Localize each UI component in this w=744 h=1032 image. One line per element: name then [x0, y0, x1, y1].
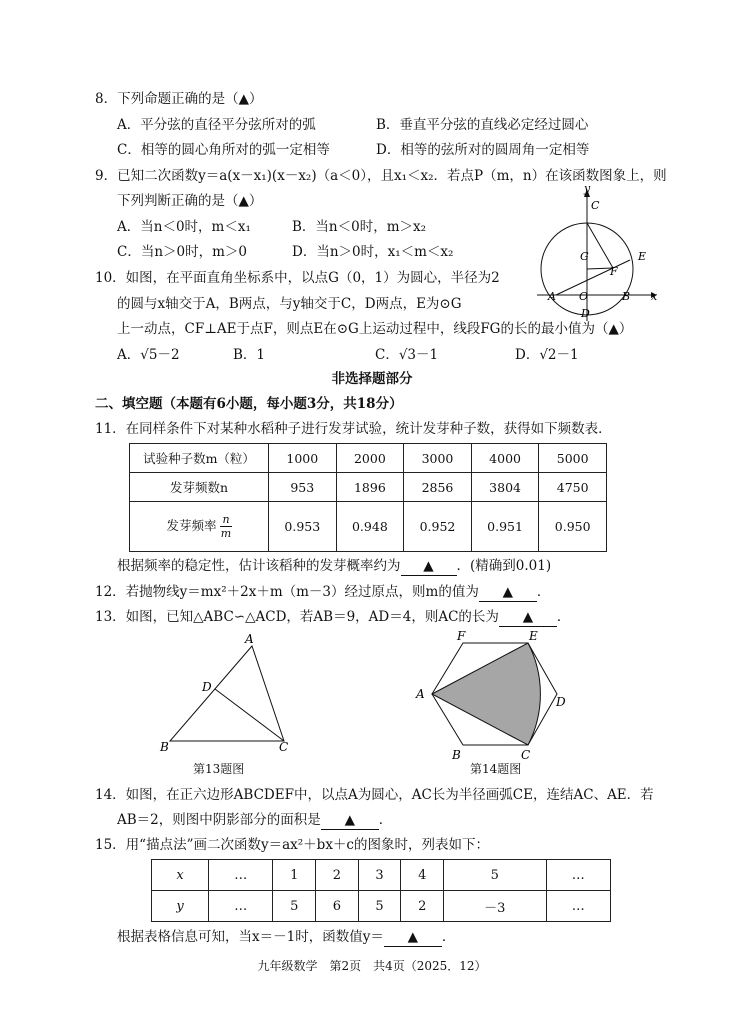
q11-followup-end: ．(精确到0.01)	[456, 558, 552, 574]
q13-label-a: A	[245, 632, 254, 646]
q11-followup	[117, 557, 551, 576]
q10-label-g: G	[580, 250, 589, 263]
q15-y-cell: 5	[358, 891, 401, 922]
q10-line2: 的圆与x轴交于A，B两点，与y轴交于C，D两点，E为⊙G	[117, 296, 462, 312]
q10-label-o: O	[579, 290, 589, 303]
q10-option-c: C．√3－1	[375, 347, 439, 363]
q13-text: 13．如图，已知△ABC∽△ACD，若AB＝9，AD＝4，则AC的长为	[95, 609, 499, 625]
q14-label-a: A	[416, 687, 425, 701]
q12-line	[95, 583, 550, 602]
q11-frac-den: m	[220, 527, 232, 540]
q10-label-d: D	[581, 307, 590, 320]
q11-rate-cell: 0.952	[404, 502, 472, 552]
q10-option-b: B．1	[233, 347, 266, 363]
q8-option-d: D．相等的弦所对的圆周角一定相等	[376, 142, 590, 158]
q11-germinated-cell: 953	[269, 473, 337, 502]
q14-line1: 14．如图，在正六边形ABCDEF中，以点A为圆心，AC长为半径画弧CE，连结AC、AE．若	[95, 787, 654, 803]
q10-line3: 上一动点，CF⊥AE于点F，则点E在⊙G上运动过程中，线段FG的长的最小值为（▲）	[117, 321, 633, 337]
q13-caption: 第13题图	[193, 762, 245, 776]
q11-rate-cell: 0.948	[336, 502, 404, 552]
q9-option-b: B．当n＜0时，m＞x₂	[292, 219, 427, 235]
q15-x-header: x	[152, 860, 209, 891]
section2-heading: 二、填空题（本题有6小题，每小题3分，共18分）	[95, 396, 403, 412]
q13-end: ．	[556, 609, 571, 625]
q11-frac-num: n	[222, 513, 230, 526]
q15-y-cell: 2	[401, 891, 444, 922]
q10-label-f: F	[610, 265, 618, 278]
q15-x-cell: 5	[444, 860, 546, 891]
q15-x-cell: …	[209, 860, 273, 891]
q15-answer-blank[interactable]: ▲	[384, 928, 442, 947]
q12-text: 12．若抛物线y＝mx²＋2x＋m（m－3）经过原点，则m的值为	[95, 584, 479, 600]
q10-label-y: y	[584, 183, 591, 195]
q15-y-cell: …	[546, 891, 610, 922]
q11-germinated-cell: 1896	[336, 473, 404, 502]
q14-label-d: D	[556, 695, 566, 709]
q11-rate-label: 发芽频率	[166, 518, 217, 533]
q15-y-header: y	[152, 891, 209, 922]
q14-end: ．	[378, 812, 393, 828]
q13-label-b: B	[160, 740, 169, 754]
q10-label-b: B	[622, 290, 631, 303]
q14-caption: 第14题图	[470, 762, 522, 776]
q15-x-cell: 2	[316, 860, 359, 891]
q11-rate-cell: 0.950	[539, 502, 607, 552]
q10-circle-figure	[535, 183, 665, 323]
q15-stem: 15．用“描点法”画二次函数y＝ax²＋bx＋c的图象时，列表如下：	[95, 837, 489, 853]
q10-label-e: E	[638, 250, 647, 263]
q14-label-c: C	[521, 748, 531, 762]
page-footer: 九年级数学 第2页 共4页（2025．12）	[257, 959, 487, 973]
q13-answer-blank[interactable]: ▲	[499, 608, 557, 627]
q14-line2-text: AB＝2，则图中阴影部分的面积是	[117, 812, 321, 828]
q10-label-c: C	[591, 199, 600, 212]
q11-rate-fraction	[220, 513, 231, 540]
q11-rate-cell: 0.951	[471, 502, 539, 552]
q15-followup-text: 根据表格信息可知，当x＝－1时，函数值y＝	[117, 929, 384, 945]
q11-header-seeds: 试验种子数m（粒）	[130, 444, 269, 473]
q12-end: ．	[536, 584, 551, 600]
q11-header-rate	[130, 502, 269, 552]
q14-hexagon-figure	[410, 628, 575, 763]
q10-option-d: D．√2－1	[515, 347, 579, 363]
q9-stem-line2: 下列判断正确的是（▲）	[117, 193, 263, 209]
q10-label-x: x	[651, 290, 658, 303]
q9-option-a: A．当n＜0时，m＜x₁	[117, 219, 251, 235]
q9-option-d: D．当n＞0时，x₁＜m＜x₂	[292, 244, 454, 260]
q11-followup-text: 根据频率的稳定性，估计该稻种的发芽概率约为	[117, 558, 401, 574]
q8-stem: 8．下列命题正确的是（▲）	[95, 91, 263, 107]
q8-option-a: A．平分弦的直径平分弦所对的弧	[117, 117, 316, 133]
q11-answer-blank[interactable]: ▲	[401, 557, 457, 576]
q15-x-cell: …	[546, 860, 610, 891]
q10-option-a: A．√5－2	[117, 347, 180, 363]
q15-followup	[117, 928, 455, 947]
q8-option-c: C．相等的圆心角所对的弧一定相等	[117, 142, 330, 158]
q15-x-cell: 3	[358, 860, 401, 891]
q15-value-table	[151, 859, 611, 922]
q13-label-c: C	[279, 740, 289, 754]
q13-line	[95, 608, 570, 627]
q11-seeds-cell: 5000	[539, 444, 607, 473]
q15-y-cell: 5	[273, 891, 316, 922]
q11-stem: 11．在同样条件下对某种水稻种子进行发芽试验，统计发芽种子数，获得如下频数表．	[95, 421, 612, 437]
q10-label-a: A	[548, 290, 556, 303]
q11-germinated-cell: 4750	[539, 473, 607, 502]
q13-label-d: D	[202, 680, 212, 694]
q11-seeds-cell: 4000	[471, 444, 539, 473]
q14-line2	[117, 811, 392, 830]
q11-seeds-cell: 3000	[404, 444, 472, 473]
q14-label-f: F	[457, 629, 466, 643]
q15-x-cell: 1	[273, 860, 316, 891]
q11-germinated-cell: 3804	[471, 473, 539, 502]
q10-line1: 10．如图，在平面直角坐标系中，以点G（0，1）为圆心，半径为2	[95, 270, 500, 286]
q11-seeds-cell: 2000	[336, 444, 404, 473]
q14-answer-blank[interactable]: ▲	[321, 811, 379, 830]
q11-seeds-cell: 1000	[269, 444, 337, 473]
q13-triangle-figure	[155, 630, 305, 755]
q11-rate-cell: 0.953	[269, 502, 337, 552]
q14-label-b: B	[452, 748, 461, 762]
q15-y-cell: 6	[316, 891, 359, 922]
q15-end: ．	[441, 929, 456, 945]
q9-option-c: C．当n＞0时，m＞0	[117, 244, 248, 260]
q15-y-cell: …	[209, 891, 273, 922]
q11-header-germinated: 发芽频数n	[130, 473, 269, 502]
q15-x-cell: 4	[401, 860, 444, 891]
q15-y-cell: －3	[444, 891, 546, 922]
section-title: 非选择题部分	[331, 371, 413, 387]
q14-label-e: E	[529, 629, 538, 643]
q12-answer-blank[interactable]: ▲	[479, 583, 537, 602]
q9-stem-line1: 9．已知二次函数y＝a(x－x₁)(x－x₂)（a＜0），且x₁＜x₂．若点P（m，n）在该函数图象上，则	[95, 168, 667, 184]
q11-germinated-cell: 2856	[404, 473, 472, 502]
q11-frequency-table	[129, 443, 607, 552]
q8-option-b: B．垂直平分弦的直线必定经过圆心	[376, 117, 589, 133]
